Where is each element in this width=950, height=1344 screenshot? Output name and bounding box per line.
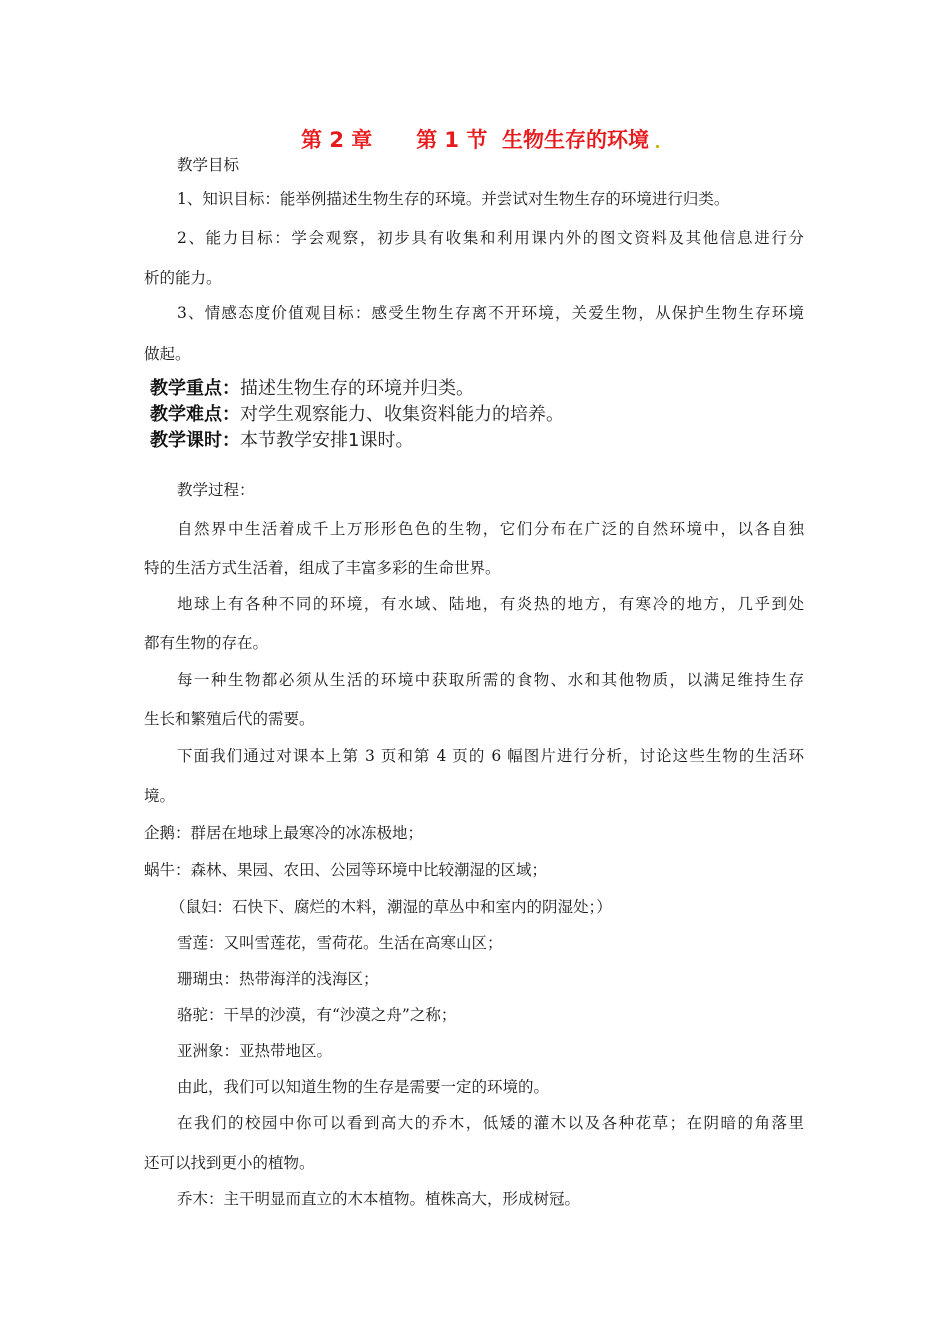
tree-definition: 乔木：主干明显而直立的木本植物。植株高大，形成树冠。 — [177, 1190, 581, 1208]
list-item-woodlouse: （鼠妇：石快下、腐烂的木料，潮湿的草丛中和室内的阴湿处；） — [170, 898, 612, 916]
key-point-focus — [150, 378, 474, 400]
list-item-elephant: 亚洲象：亚热带地区。 — [177, 1042, 333, 1060]
process-heading: 教学过程： — [177, 481, 255, 499]
key-point-hours-text: 本节教学安排1课时。 — [240, 430, 414, 451]
para-nature-line2: 特的生活方式生活着，组成了丰富多彩的生命世界。 — [144, 559, 501, 577]
objective-ability-line1: 2、能力目标：学会观察，初步具有收集和利用课内外的图文资料及其他信息进行分 — [177, 229, 804, 247]
conclusion-text: 由此，我们可以知道生物的生存是需要一定的环境的。 — [177, 1078, 550, 1096]
para-textbook-line1: 下面我们通过对课本上第 3 页和第 4 页的 6 幅图片进行分析，讨论这些生物的生活环 — [177, 747, 804, 765]
list-item-penguin: 企鹅：群居在地球上最寒冷的冰冻极地； — [144, 824, 424, 842]
para-campus-line1: 在我们的校园中你可以看到高大的乔木，低矮的灌木以及各种花草；在阴暗的角落里 — [177, 1114, 804, 1132]
para-earth-line2: 都有生物的存在。 — [144, 634, 269, 652]
key-point-hours — [150, 430, 413, 452]
page-title: 第 2 章 第 1 节 生物生存的环境 — [301, 128, 649, 152]
list-item-camel: 骆驼：干旱的沙漠，有“沙漠之舟”之称； — [177, 1006, 457, 1024]
key-point-focus-label: 教学重点： — [150, 378, 240, 399]
list-item-snow-lotus: 雪莲：又叫雪莲花，雪荷花。生活在高寒山区； — [177, 934, 503, 952]
key-point-hours-label: 教学课时： — [150, 430, 240, 451]
key-point-difficulty-label: 教学难点： — [150, 404, 240, 425]
para-earth-line1: 地球上有各种不同的环境，有水域、陆地，有炎热的地方，有寒冷的地方，几乎到处 — [177, 595, 804, 613]
list-item-snail: 蜗牛：森林、果园、农田、公园等环境中比较潮湿的区域； — [144, 861, 548, 879]
objective-attitude-line2: 做起。 — [144, 345, 191, 363]
para-needs-line2: 生长和繁殖后代的需要。 — [144, 710, 315, 728]
objectives-heading: 教学目标 — [177, 156, 240, 174]
para-needs-line1: 每一种生物都必须从生活的环境中获取所需的食物、水和其他物质，以满足维持生存 — [177, 671, 804, 689]
para-campus-line2: 还可以找到更小的植物。 — [144, 1154, 315, 1172]
key-point-difficulty — [150, 404, 564, 426]
para-textbook-line2: 境。 — [144, 787, 176, 805]
key-point-difficulty-text: 对学生观察能力、收集资料能力的培养。 — [240, 404, 564, 425]
objective-attitude-line1: 3、情感态度价值观目标：感受生物生存离不开环境，关爱生物，从保护生物生存环境 — [177, 304, 804, 322]
objective-ability-line2: 析的能力。 — [144, 269, 222, 287]
key-point-focus-text: 描述生物生存的环境并归类。 — [240, 378, 474, 399]
objective-knowledge: 1、知识目标：能举例描述生物生存的环境。并尝试对生物生存的环境进行归类。 — [177, 190, 730, 208]
list-item-coral: 珊瑚虫：热带海洋的浅海区； — [177, 970, 379, 988]
stray-dot — [656, 145, 659, 148]
para-nature-line1: 自然界中生活着成千上万形形色色的生物，它们分布在广泛的自然环境中，以各自独 — [177, 520, 804, 538]
